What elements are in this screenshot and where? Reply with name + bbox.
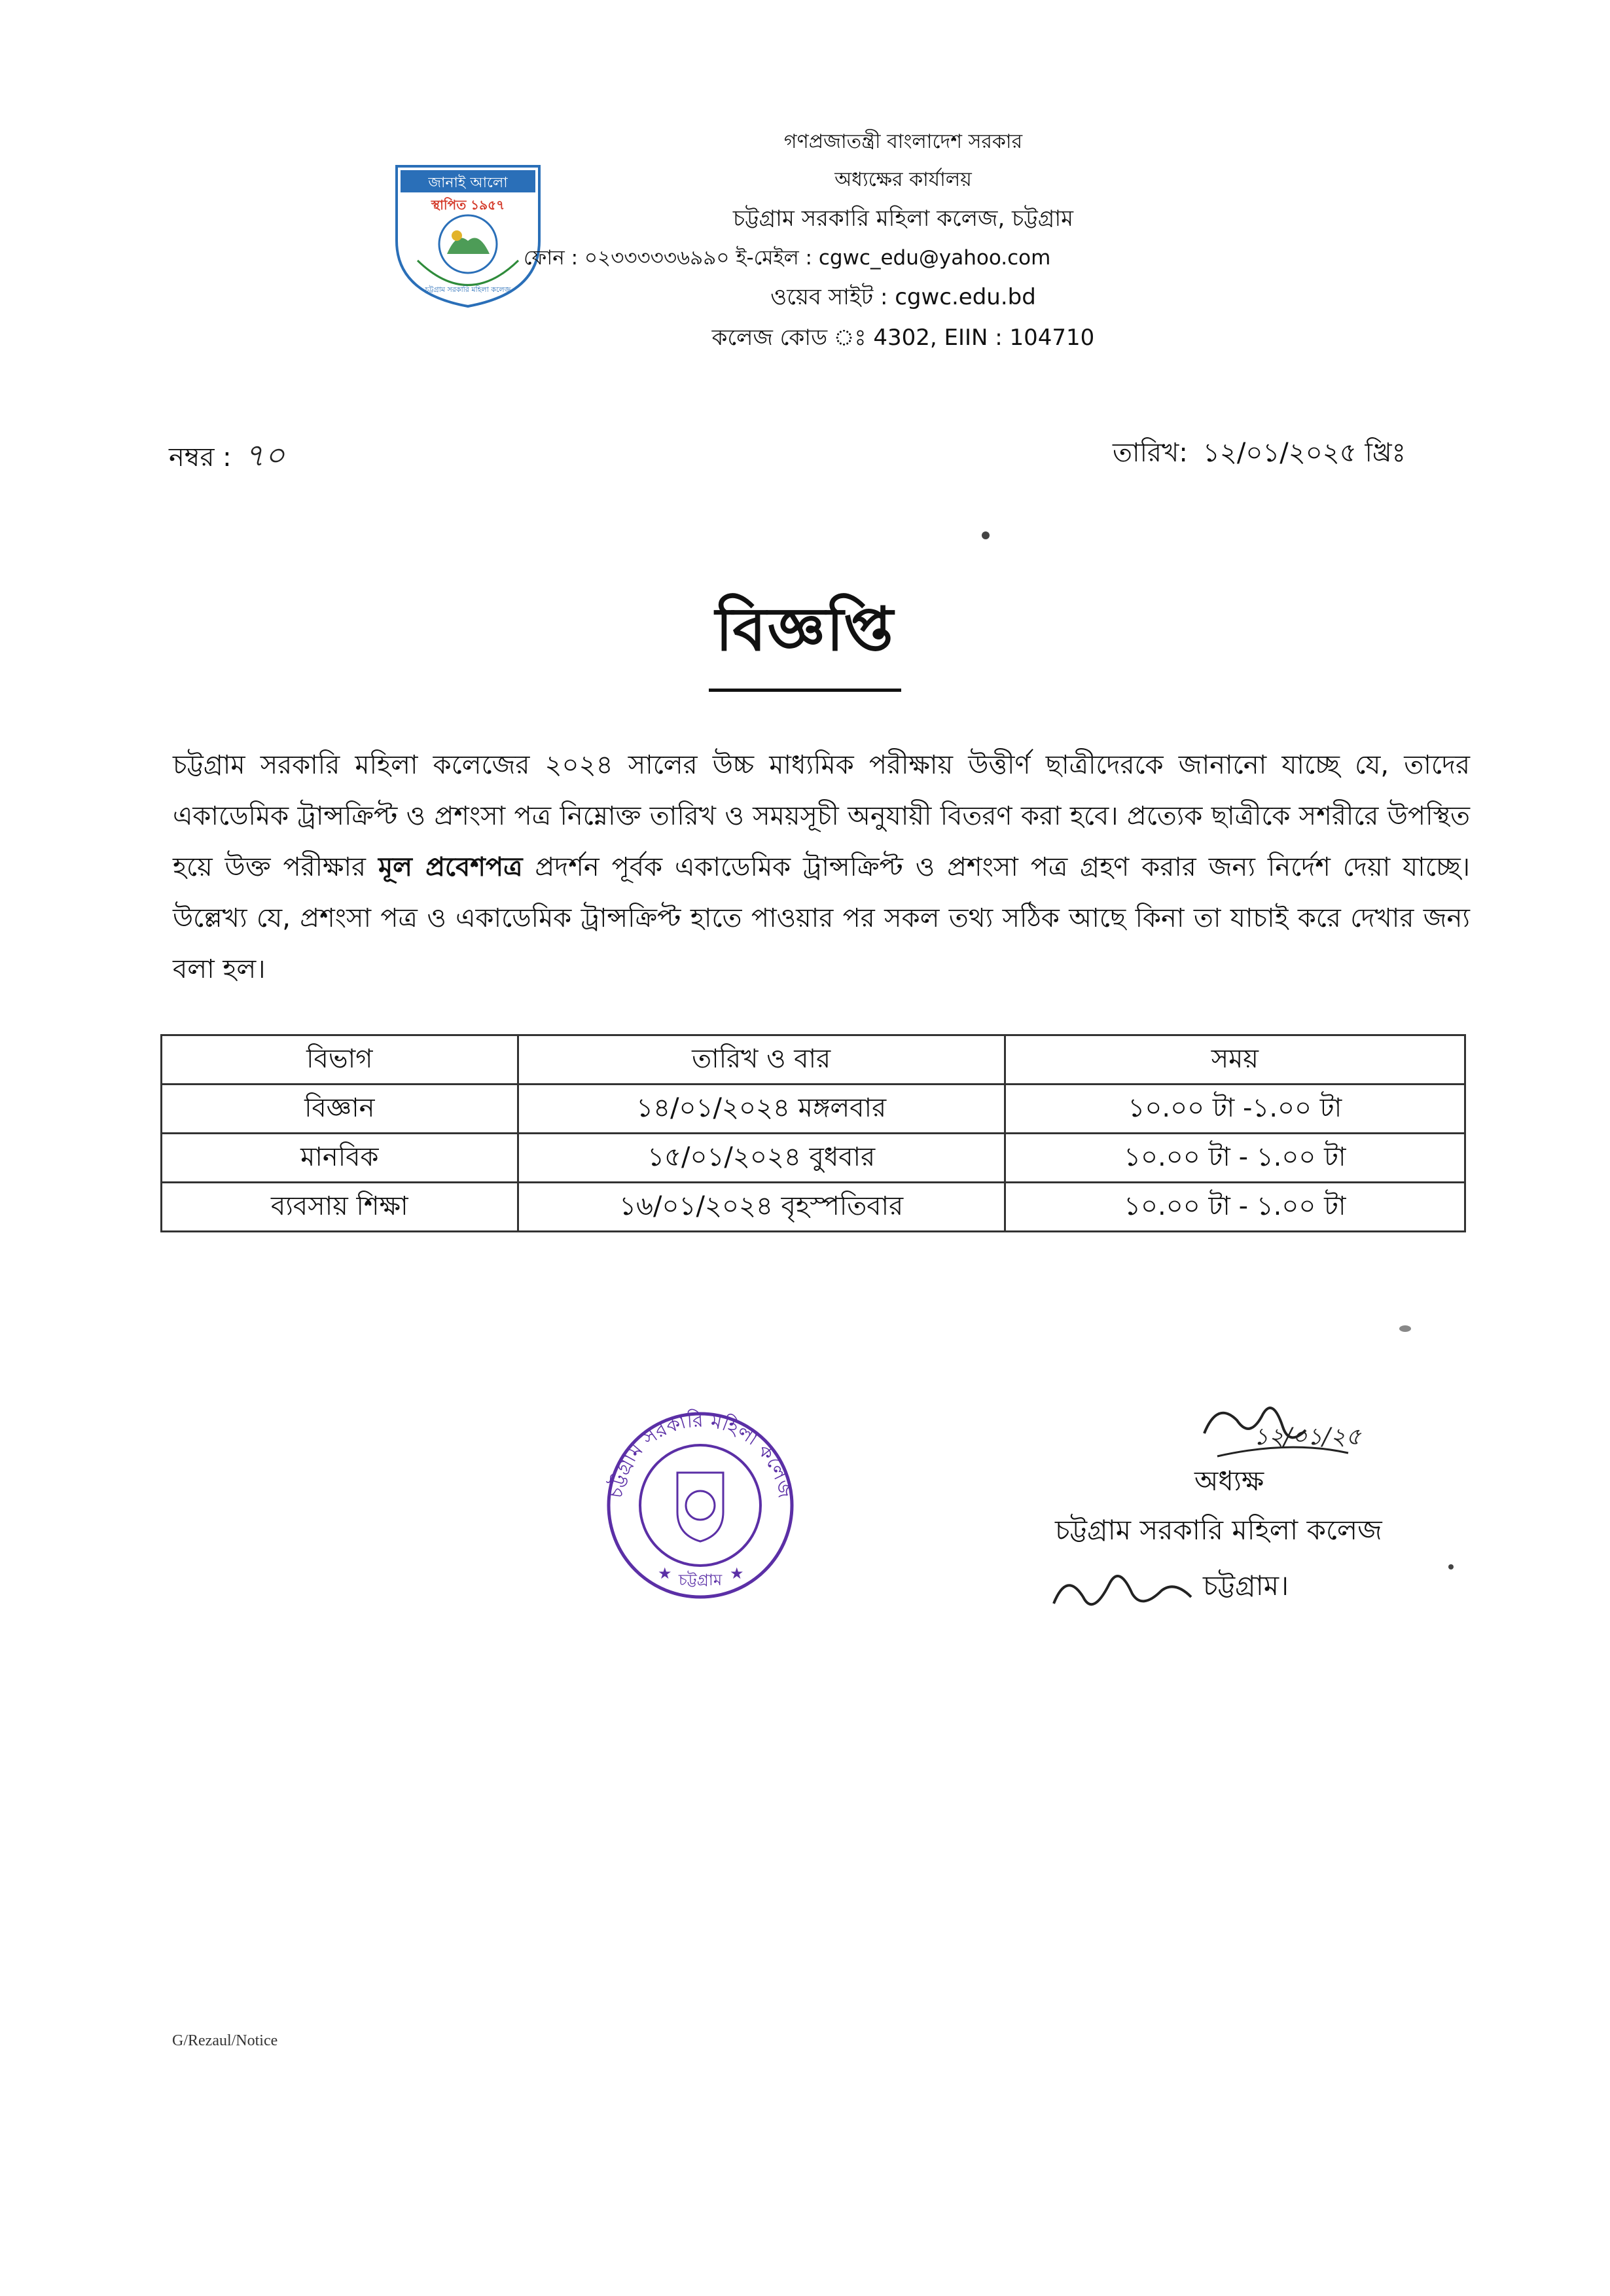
date-label: তারিখ:	[1113, 438, 1188, 468]
body-bold-admit-card: মূল প্রবেশপত্র	[378, 852, 523, 882]
star-icon: ★	[730, 1564, 744, 1583]
row-department: ব্যবসায় শিক্ষা	[162, 1183, 518, 1232]
initial-scribble	[1047, 1558, 1198, 1630]
number-value: ৭০	[243, 437, 285, 474]
body-part-1: চট্টগ্রাম সরকারি মহিলা কলেজের ২০২৪ সালের উচ্চ মাধ্যমিক পরীক্ষায় উত্তীর্ণ ছাত্রীদেরকে জানানো যাচ্ছে যে, তাদের একাডেমিক ট্রান্সক্রিপ্ট ও প্রশংসা পত্র নিম্নোক্ত তারিখ ও সময়সূচী অনুযায়ী বিতরণ করা হবে। প্রত্যেক ছাত্রীকে সশরীরে উপস্থিত হয়ে উক্ত পরীক্ষার	[173, 750, 1470, 882]
row-date: ১৬/০১/২০২৪ বৃহস্পতিবার	[518, 1183, 1005, 1232]
row-time: ১০.০০ টা - ১.০০ টা	[1005, 1183, 1465, 1232]
table-row	[162, 1183, 1465, 1232]
header-college: চট্টগ্রাম সরকারি মহিলা কলেজ, চট্টগ্রাম	[732, 206, 1074, 232]
notice-title: বিজ্ঞপ্তি	[0, 583, 1610, 692]
signature-title: অধ্যক্ষ	[1194, 1465, 1264, 1497]
row-date: ১৫/০১/২০২৪ বুধবার	[518, 1134, 1005, 1183]
seal-ring-text: চট্টগ্রাম সরকারি মহিলা কলেজ	[604, 1408, 796, 1500]
scan-speck	[982, 531, 990, 539]
signature-date: ১২/০১/২৫	[1253, 1424, 1361, 1450]
header-contact: ফোন : ০২৩৩৩৩৩৬৯৯০ ই-মেইল : cgwc_edu@yahoo.com	[524, 246, 1051, 270]
schedule-table	[160, 1034, 1466, 1232]
signature-college: চট্টগ্রাম সরকারি মহিলা কলেজ	[1055, 1514, 1382, 1546]
signature-city: চট্টগ্রাম।	[1203, 1570, 1289, 1602]
header-codes: কলেজ কোড ঃ 4302, EIIN : 104710	[711, 325, 1095, 351]
row-date: ১৪/০১/২০২৪ মঙ্গলবার	[518, 1085, 1005, 1134]
file-code: G/Rezaul/Notice	[172, 2032, 278, 2049]
college-seal	[592, 1407, 808, 1604]
star-icon: ★	[658, 1564, 672, 1583]
date-value: ১২/০১/২০২৫ খ্রিঃ	[1202, 438, 1406, 468]
body-part-2: প্রদর্শন পূর্বক একাডেমিক ট্রান্সক্রিপ্ট ও প্রশংসা পত্র গ্রহণ করার জন্য নির্দেশ দেয়া যাচ্ছে। উল্লেখ্য যে, প্রশংসা পত্র ও একাডেমিক ট্রান্সক্রিপ্ট হাতে পাওয়ার পর সকল তথ্য সঠিক আছে কিনা তা যাচাই করে দেখার জন্য বলা হল।	[173, 852, 1471, 984]
row-department: মানবিক	[162, 1134, 518, 1183]
header-date-day: তারিখ ও বার	[518, 1035, 1005, 1085]
logo-ring-text: চট্টগ্রাম সরকারি মহিলা কলেজ	[425, 285, 511, 294]
reference-date	[1113, 432, 1406, 476]
table-row	[162, 1085, 1465, 1134]
college-logo	[391, 162, 545, 309]
number-label: নম্বর :	[169, 442, 232, 473]
scan-speck	[1399, 1325, 1411, 1332]
notice-body	[173, 740, 1470, 995]
header-government: গণপ্রজাতন্ত্রী বাংলাদেশ সরকার	[783, 130, 1023, 153]
scan-speck	[1448, 1564, 1454, 1570]
logo-est-text: স্থাপিত ১৯৫৭	[431, 197, 505, 213]
row-department: বিজ্ঞান	[162, 1085, 518, 1134]
header-website: ওয়েব সাইট : cgwc.edu.bd	[770, 284, 1036, 310]
row-time: ১০.০০ টা - ১.০০ টা	[1005, 1134, 1465, 1183]
row-time: ১০.০০ টা -১.০০ টা	[1005, 1085, 1465, 1134]
seal-bottom-text: চট্টগ্রাম	[678, 1571, 723, 1589]
header-department: বিভাগ	[162, 1035, 518, 1085]
header-office: অধ্যক্ষের কার্যালয়	[834, 168, 972, 191]
table-row	[162, 1134, 1465, 1183]
logo-top-text: জানাই আলো	[428, 175, 508, 191]
header-time: সময়	[1005, 1035, 1465, 1085]
reference-number	[169, 432, 285, 484]
table-header-row	[162, 1035, 1465, 1085]
